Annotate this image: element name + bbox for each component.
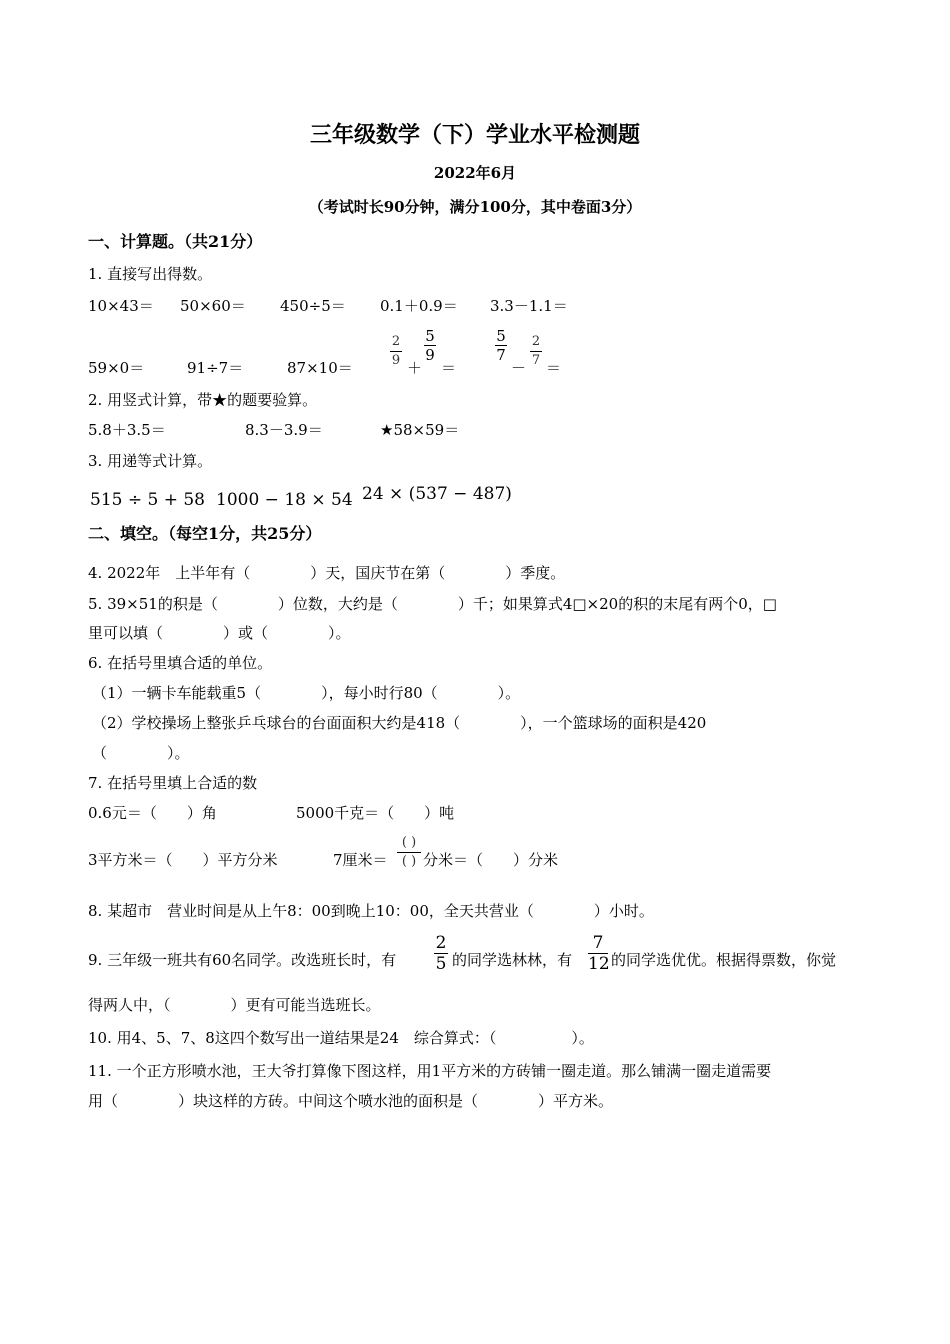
q3-prompt: 3. 用递等式计算。 [88,452,213,470]
q1-item: 10×43＝ [88,297,154,315]
q1-item: 59×0＝ [88,359,145,377]
q9-text: 的同学选优优。根据得票数，你觉 [611,951,837,969]
q9-line2: 得两人中，（ ）更有可能当选班长。 [88,996,381,1014]
q7-prompt: 7. 在括号里填上合适的数 [88,774,258,792]
q7-item: 3平方米＝（ ）平方分米 [88,851,278,869]
fraction: 7 12 [588,933,610,974]
q1-item: 0.1＋0.9＝ [380,297,458,315]
page-title: 三年级数学（下）学业水平检测题 [309,122,640,148]
q1-item: 3.3－1.1＝ [490,297,568,315]
q7-item: 7厘米＝ [333,851,388,869]
fraction: 2 7 [531,334,541,368]
q7-item: 5000千克＝（ ）吨 [296,804,455,822]
exam-note: （考试时长90分钟，满分100分，其中卷面3分） [308,198,642,216]
q1-item: 50×60＝ [180,297,246,315]
fraction: 5 9 [425,327,435,364]
q5-line2: 里可以填（ ）或（ ）。 [88,624,351,642]
q3-item: 515 ÷ 5 + 58 [90,490,205,510]
exam-date: 2022年6月 [433,164,517,182]
q2-item: ★58×59＝ [380,421,460,439]
q11-line2: 用（ ）块这样的方砖。中间这个喷水池的面积是（ ）平方米。 [88,1092,614,1110]
q4: 4. 2022年 上半年有（ ）天，国庆节在第（ ）季度。 [88,564,566,582]
equals-sign: ＝ [441,359,457,377]
q1-prompt: 1. 直接写出得数。 [88,265,213,283]
q3-item: 1000 − 18 × 54 [216,490,353,510]
q6-part2-cont: （ ）。 [92,744,190,762]
q11-line1: 11. 一个正方形喷水池，王大爷打算像下图这样，用1平方米的方砖铺一圈走道。那么铺满一圈走道需要 [88,1062,772,1080]
q8: 8. 某超市 营业时间是从上午8：00到晚上10：00，全天共营业（ ）小时。 [88,902,654,920]
q2-item: 8.3－3.9＝ [245,421,323,439]
fraction: 2 5 [435,933,447,974]
q6-prompt: 6. 在括号里填合适的单位。 [88,654,273,672]
q5-line1: 5. 39×51的积是（ ）位数，大约是（ ）千；如果算式4□×20的积的末尾有两个0，□ [88,595,777,613]
q10: 10. 用4、5、7、8这四个数写出一道结果是24 综合算式：（ ）。 [88,1029,594,1047]
q2-prompt: 2. 用竖式计算，带★的题要验算。 [88,391,318,409]
q1-item: 87×10＝ [287,359,353,377]
plus-sign: ＋ [407,359,423,377]
q9-text: 9. 三年级一班共有60名同学。改选班长时，有 [88,951,397,969]
q1-item: 91÷7＝ [187,359,244,377]
section1-heading: 一、计算题。（共21分） [88,232,263,251]
minus-sign: － [511,359,527,377]
fraction: 5 7 [496,327,506,364]
q7-item: 0.6元＝（ ）角 [88,804,217,822]
q7-item: 分米＝（ ）分米 [423,851,559,869]
q2-item: 5.8＋3.5＝ [88,421,166,439]
equals-sign: ＝ [546,359,562,377]
section2-heading: 二、填空。（每空1分，共25分） [88,524,322,543]
q3-item: 24 × (537 − 487) [362,484,512,504]
q9-text: 的同学选林林，有 [452,951,573,969]
q6-part2: （2）学校操场上整张乒乓球台的台面面积大约是418（ ），一个篮球场的面积是420 [92,714,707,732]
q1-item: 450÷5＝ [280,297,346,315]
q6-part1: （1）一辆卡车能载重5（ ），每小时行80（ ）。 [92,684,521,702]
fraction: 2 9 [391,334,401,368]
blank-fraction: ( ) ( ) [397,835,421,870]
